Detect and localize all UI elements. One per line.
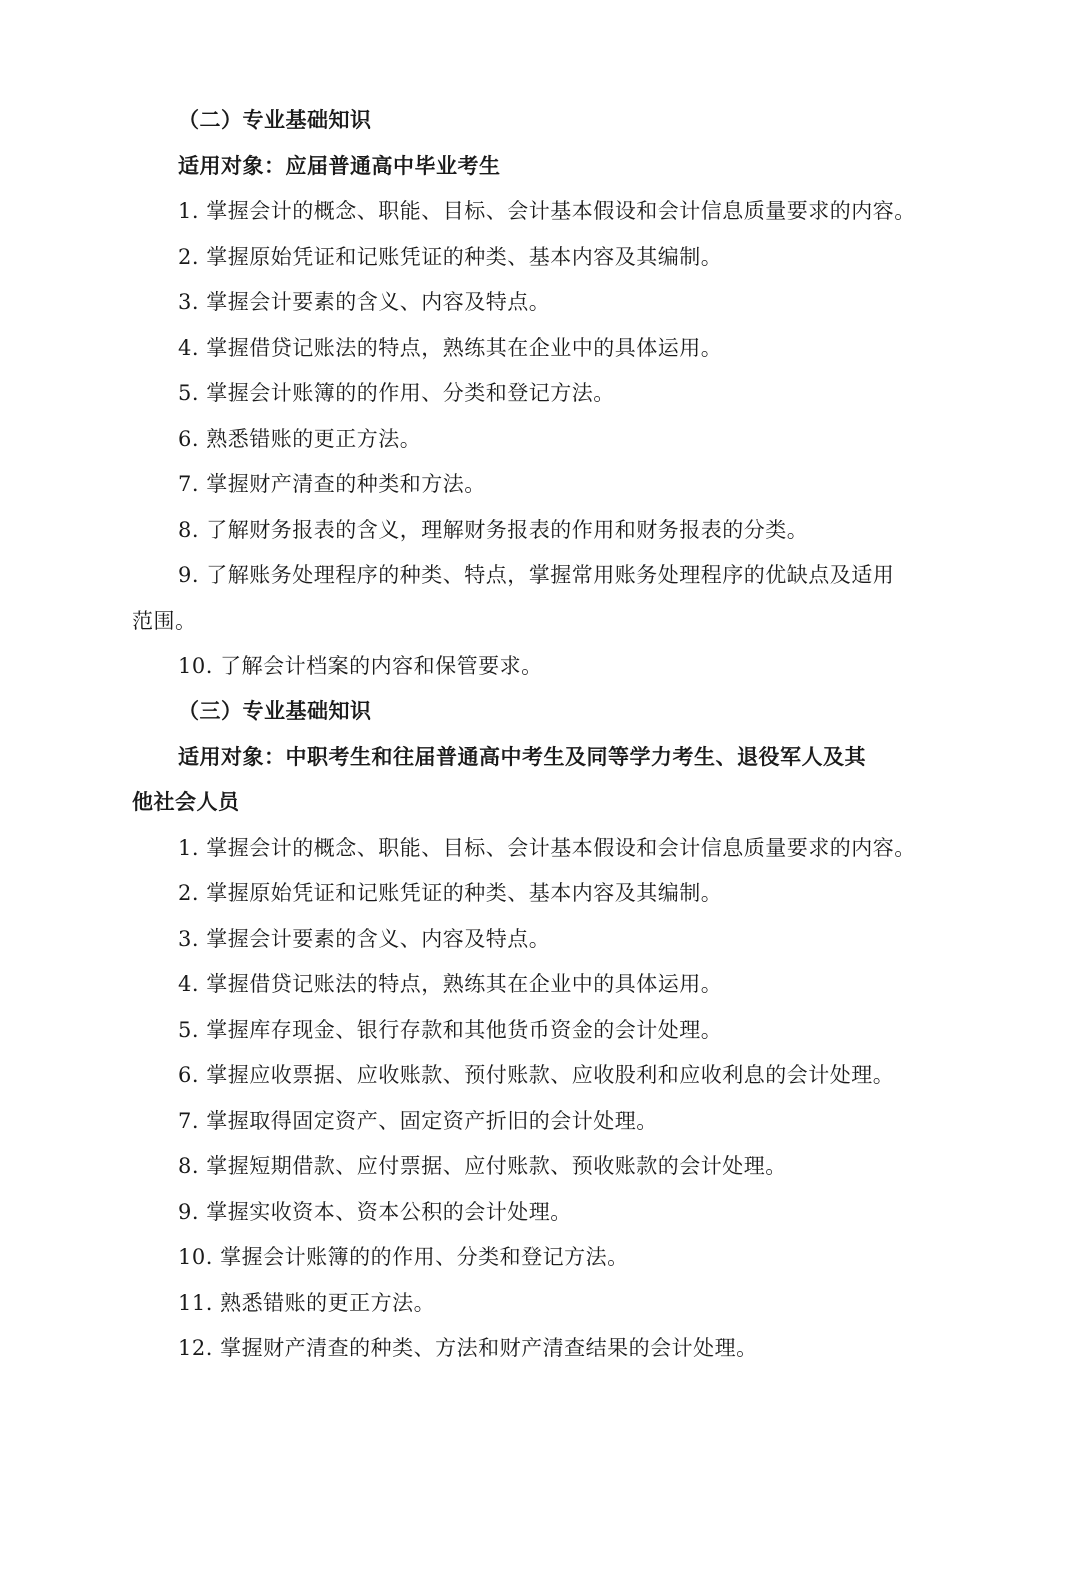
list-item: 8. 了解财务报表的含义，理解财务报表的作用和财务报表的分类。 [178,517,809,542]
list-item: 6. 掌握应收票据、应收账款、预付账款、应收股利和应收利息的会计处理。 [178,1063,895,1087]
list-item: 6. 熟悉错账的更正方法。 [178,426,422,451]
list-item-continuation: 范围。 [132,608,197,633]
section-two [132,98,938,690]
list-item: 7. 掌握取得固定资产、固定资产折旧的会计处理。 [178,1108,658,1133]
list-item: 4. 掌握借贷记账法的特点，熟练其在企业中的具体运用。 [178,972,723,996]
list-item: 4. 掌握借贷记账法的特点，熟练其在企业中的具体运用。 [178,335,723,360]
list-item: 2. 掌握原始凭证和记账凭证的种类、基本内容及其编制。 [178,881,723,905]
list-item: 2. 掌握原始凭证和记账凭证的种类、基本内容及其编制。 [178,244,723,269]
list-item: 5. 掌握会计账簿的的作用、分类和登记方法。 [178,381,615,405]
section-two-subject [132,144,938,190]
list-item: 3. 掌握会计要素的含义、内容及特点。 [178,926,551,951]
list-item: 9. 掌握实收资本、资本公积的会计处理。 [178,1199,572,1224]
list-item: 1. 掌握会计的概念、职能、目标、会计基本假设和会计信息质量要求的内容。 [178,199,916,223]
section-three-subject [132,735,938,781]
section-three-subject-continuation: 他社会人员 [132,790,240,814]
list-item: 1. 掌握会计的概念、职能、目标、会计基本假设和会计信息质量要求的内容。 [178,835,916,860]
list-item: 3. 掌握会计要素的含义、内容及特点。 [178,290,551,314]
section-two-subject-text: 适用对象：应届普通高中毕业考生 [178,153,501,178]
list-item: 10. 了解会计档案的内容和保管要求。 [178,654,543,678]
section-two-heading: （二）专业基础知识 [178,108,372,132]
list-item: 12. 掌握财产清查的种类、方法和财产清查结果的会计处理。 [178,1336,758,1360]
list-item: 8. 掌握短期借款、应付票据、应付账款、预收账款的会计处理。 [178,1154,787,1178]
section-three [132,689,938,1372]
section-three-heading: （三）专业基础知识 [178,699,372,723]
list-item: 10. 掌握会计账簿的的作用、分类和登记方法。 [178,1245,629,1269]
list-item: 9. 了解账务处理程序的种类、特点，掌握常用账务处理程序的优缺点及适用 [178,563,895,587]
section-three-subject-text: 适用对象：中职考生和往届普通高中考生及同等学力考生、退役军人及其 [178,744,866,769]
list-item: 7. 掌握财产清查的种类和方法。 [178,472,486,496]
list-item: 5. 掌握库存现金、银行存款和其他货币资金的会计处理。 [178,1017,723,1042]
list-item: 11. 熟悉错账的更正方法。 [178,1290,436,1315]
